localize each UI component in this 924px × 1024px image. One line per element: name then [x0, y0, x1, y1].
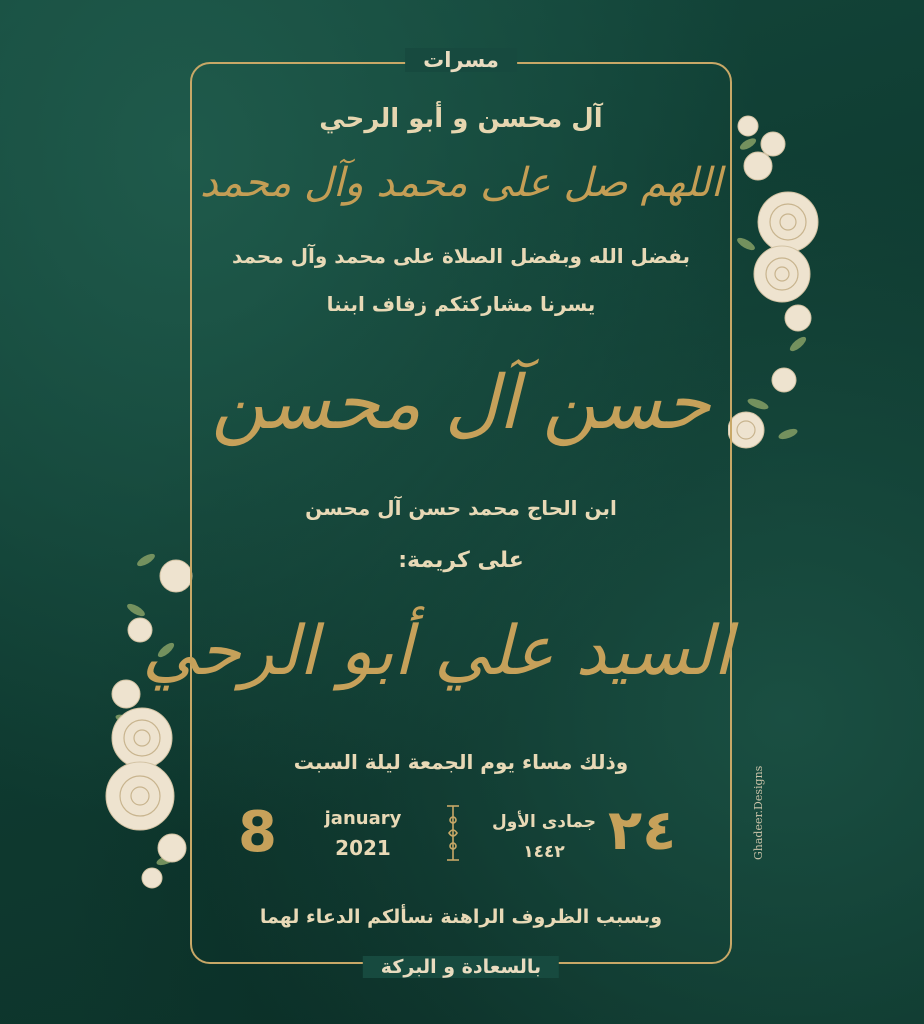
closing-text: وبسبب الظروف الراهنة نسألكم الدعاء لهما: [259, 906, 663, 928]
salawat-calligraphy: اللهم صل على محمد وآل محمد: [199, 160, 723, 206]
hijri-day: ٢٤: [608, 798, 677, 863]
groom-father: ابن الحاج محمد حسن آل محسن: [305, 496, 617, 520]
gregorian-day: 8: [238, 800, 277, 865]
left-floral-garland: [96, 530, 196, 920]
ornament-divider: [443, 800, 463, 866]
frame-top-label: مسرات: [405, 48, 517, 72]
gregorian-year: 2021: [335, 836, 391, 860]
right-floral-garland: [728, 104, 834, 484]
blessing-text: بفضل الله وبفضل الصلاة على محمد وآل محمد: [231, 244, 691, 268]
evening-text: وذلك مساء يوم الجمعة ليلة السبت: [293, 750, 629, 774]
frame-bottom-label: بالسعادة و البركة: [363, 956, 559, 978]
hijri-year: ١٤٤٢: [523, 842, 565, 862]
designer-credit: Ghadeer.Designs: [752, 765, 765, 860]
bride-intro: على كريمة:: [398, 548, 524, 573]
family-names: آل محسن و أبو الرحي: [319, 104, 603, 134]
hijri-month: جمادى الأول: [491, 812, 597, 832]
groom-name: حسن آل محسن: [211, 360, 711, 446]
bride-family-name: السيد علي أبو الرحي: [142, 612, 732, 691]
gregorian-month: january: [324, 808, 402, 829]
invitation-text: يسرنا مشاركتكم زفاف ابننا: [326, 292, 596, 316]
